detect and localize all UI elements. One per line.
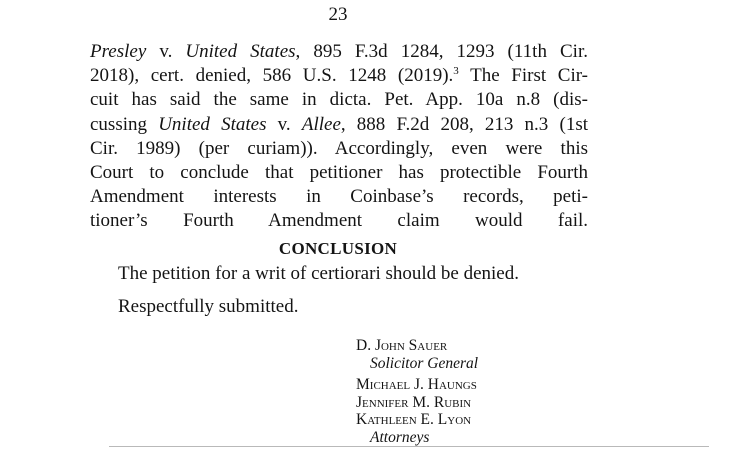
body-text-run: Amendment interests in Coinbase’s records, peti- (90, 186, 588, 208)
body-text-run: Court to conclude that petitioner has protectible Fourth (90, 162, 588, 184)
body-line (90, 40, 588, 64)
body-text-run: Cir. 1989) (per curiam)). Accordingly, even were this (90, 137, 588, 159)
body-text-run: The First Cir- (458, 65, 588, 87)
body-text-run: v. (146, 41, 186, 62)
signature-block (356, 337, 478, 447)
body-line (90, 64, 588, 88)
body-line (90, 185, 588, 209)
body-text-run: v. (266, 113, 302, 135)
signatory-title: Solicitor General (370, 354, 479, 372)
signatory-title: Attorneys (370, 428, 430, 446)
closing-line: Respectfully submitted. (118, 296, 299, 317)
signatory-name: Michael J. Haungs (356, 376, 477, 394)
body-text-run: cuit has said the same in dicta. Pet. App. 10a n.8 (dis- (90, 89, 588, 111)
body-line (90, 113, 588, 137)
case-name: United States (185, 41, 296, 62)
body-paragraph (90, 40, 588, 234)
page-number: 23 (328, 4, 348, 25)
footnote-marker: 3 (453, 65, 459, 78)
page-bottom-rule (109, 446, 709, 447)
body-line (90, 88, 588, 112)
body-line (90, 137, 588, 161)
body-line (90, 161, 588, 185)
signatory-name: Kathleen E. Lyon (356, 411, 472, 429)
signatory-name: D. John Sauer (356, 337, 448, 354)
case-name: Allee (301, 113, 341, 135)
conclusion-paragraph: The petition for a writ of certiorari should be denied. (118, 263, 519, 284)
body-line (90, 209, 588, 233)
body-text-run: tioner’s Fourth Amendment claim would fail. (90, 210, 588, 232)
conclusion-heading: CONCLUSION (278, 239, 398, 258)
case-name: United States (158, 113, 267, 135)
body-text-run: cussing (90, 113, 159, 135)
signatory-name: Jennifer M. Rubin (356, 393, 472, 411)
body-text-run: 2018), cert. denied, 586 U.S. 1248 (2019). (90, 65, 454, 87)
body-text-run: , 888 F.2d 208, 213 n.3 (1st (340, 113, 588, 135)
body-text-run: , 895 F.3d 1284, 1293 (11th Cir. (295, 41, 588, 62)
case-name: Presley (90, 41, 147, 62)
